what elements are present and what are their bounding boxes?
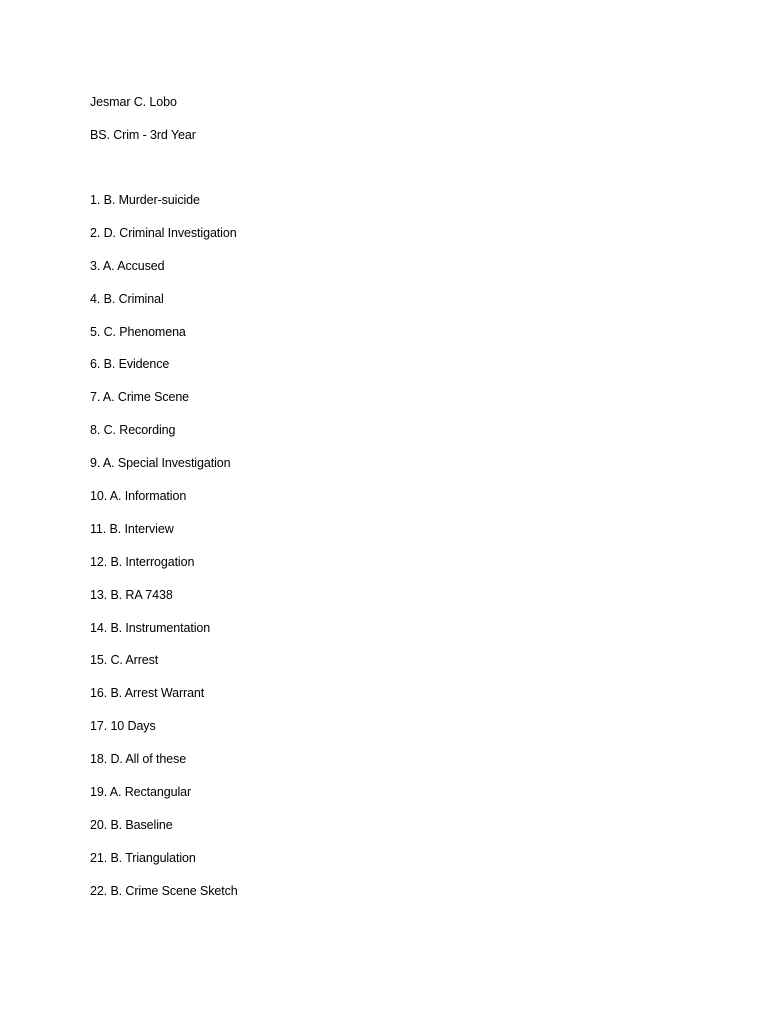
answer-item: 17. 10 Days [90,719,156,734]
answer-item: 22. B. Crime Scene Sketch [90,883,238,898]
student-name: Jesmar C. Lobo [90,95,177,109]
answer-item: 4. B. Criminal [90,291,164,306]
answer-item: 20. B. Baseline [90,817,173,832]
answer-list [90,192,238,916]
answer-item: 5. C. Phenomena [90,324,186,339]
answer-item: 15. C. Arrest [90,653,159,668]
answer-item: 12. B. Interrogation [90,554,195,569]
answer-item: 18. D. All of these [90,752,187,767]
answer-item: 8. C. Recording [90,423,176,438]
answer-item: 2. D. Criminal Investigation [90,225,237,240]
answer-item: 13. B. RA 7438 [90,587,173,602]
answer-item: 9. A. Special Investigation [90,456,231,471]
answer-item: 19. A. Rectangular [90,785,192,800]
answer-item: 11. B. Interview [90,521,174,536]
answer-item: 14. B. Instrumentation [90,620,211,635]
answer-item: 6. B. Evidence [90,357,170,372]
answer-item: 3. A. Accused [90,258,165,273]
answer-item: 7. A. Crime Scene [90,390,190,405]
student-program: BS. Crim - 3rd Year [90,128,196,142]
answer-item: 16. B. Arrest Warrant [90,686,205,701]
answer-item: 10. A. Information [90,489,187,504]
answer-item: 21. B. Triangulation [90,850,196,865]
answer-item: 1. B. Murder-suicide [90,193,200,207]
